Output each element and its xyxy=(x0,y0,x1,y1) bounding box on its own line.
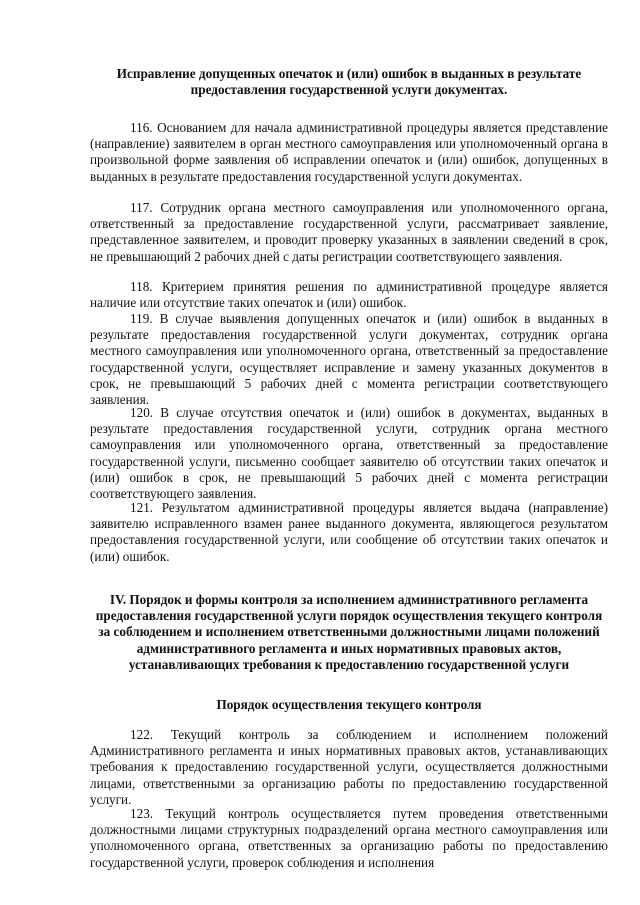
paragraph-120: 120. В случае отсутствия опечаток и (или) ошибок в документах, выданных в результате предоставления государственной услуги, сотрудник органа местного самоуправления или уполномоченного органа, ответственный за предоставление государственной услуги, письменно сообщает заявителю об отсутствии таких опечаток и (или) ошибок в срок, не превышающий 5 рабочих дней с момента регистрации соответствующего заявления. xyxy=(90,405,608,502)
section-heading-corrections: Исправление допущенных опечаток и (или) ошибок в выданных в результате предоставления государственной услуги документах. xyxy=(116,66,582,98)
paragraph-122: 122. Текущий контроль за соблюдением и исполнением положений Административного регламента и иных нормативных правовых актов, устанавливающих требования к предоставлению государственной услуги, осуществляется должностными лицами, ответственными за организацию работы по предоставлению государственной услуги. xyxy=(90,727,608,807)
paragraph-121: 121. Результатом административной процедуры является выдача (направление) заявителю исправленного взамен ранее выданного документа, являющегося результатом предоставления государственной услуги, или сообщение об отсутствии таких опечаток и (или) ошибок. xyxy=(90,500,608,564)
paragraph-118: 118. Критерием принятия решения по административной процедуре является наличие или отсутствие таких опечаток и (или) ошибок. xyxy=(90,279,608,311)
subheading-current-control: Порядок осуществления текущего контроля xyxy=(216,697,482,712)
paragraph-117: 117. Сотрудник органа местного самоуправления или уполномоченного органа, ответственный за предоставление государственной услуги, рассматривает заявление, представленное заявителем, и проводит проверку указанных в заявлении сведений в срок, не превышающий 2 рабочих дней с даты регистрации соответствующего заявления. xyxy=(90,200,608,264)
paragraph-123: 123. Текущий контроль осуществляется путем проведения ответственными должностными лицами структурных подразделений органа местного самоуправления или уполномоченного органа, ответственных за организацию работы по предоставлению государственной услуги, проверок соблюдения и исполнения xyxy=(90,806,608,870)
paragraph-116: 116. Основанием для начала административной процедуры является представление (направление) заявителем в орган местного самоуправления или уполномоченный органа в произвольной форме заявления об исправлении опечаток и (или) ошибок, допущенных в выданных в результате предоставления государственной услуги документах. xyxy=(90,120,608,184)
paragraph-119: 119. В случае выявления допущенных опечаток и (или) ошибок в выданных в результате предоставления государственной услуги документах, сотрудник органа местного самоуправления или уполномоченного органа, ответственный за предоставление государственной услуги, осуществляет исправление и замену указанных документов в срок, не превышающий 5 рабочих дней с момента регистрации соответствующего заявления. xyxy=(90,311,608,408)
section-heading-iv: IV. Порядок и формы контроля за исполнением административного регламента предоставления государственной услуги порядок осуществления текущего контроля за соблюдением и исполнением ответственными должностными лицами положений административного регламента и иных нормативных правовых актов, устанавливающих требования к предоставлению государственной услуги xyxy=(95,592,603,672)
